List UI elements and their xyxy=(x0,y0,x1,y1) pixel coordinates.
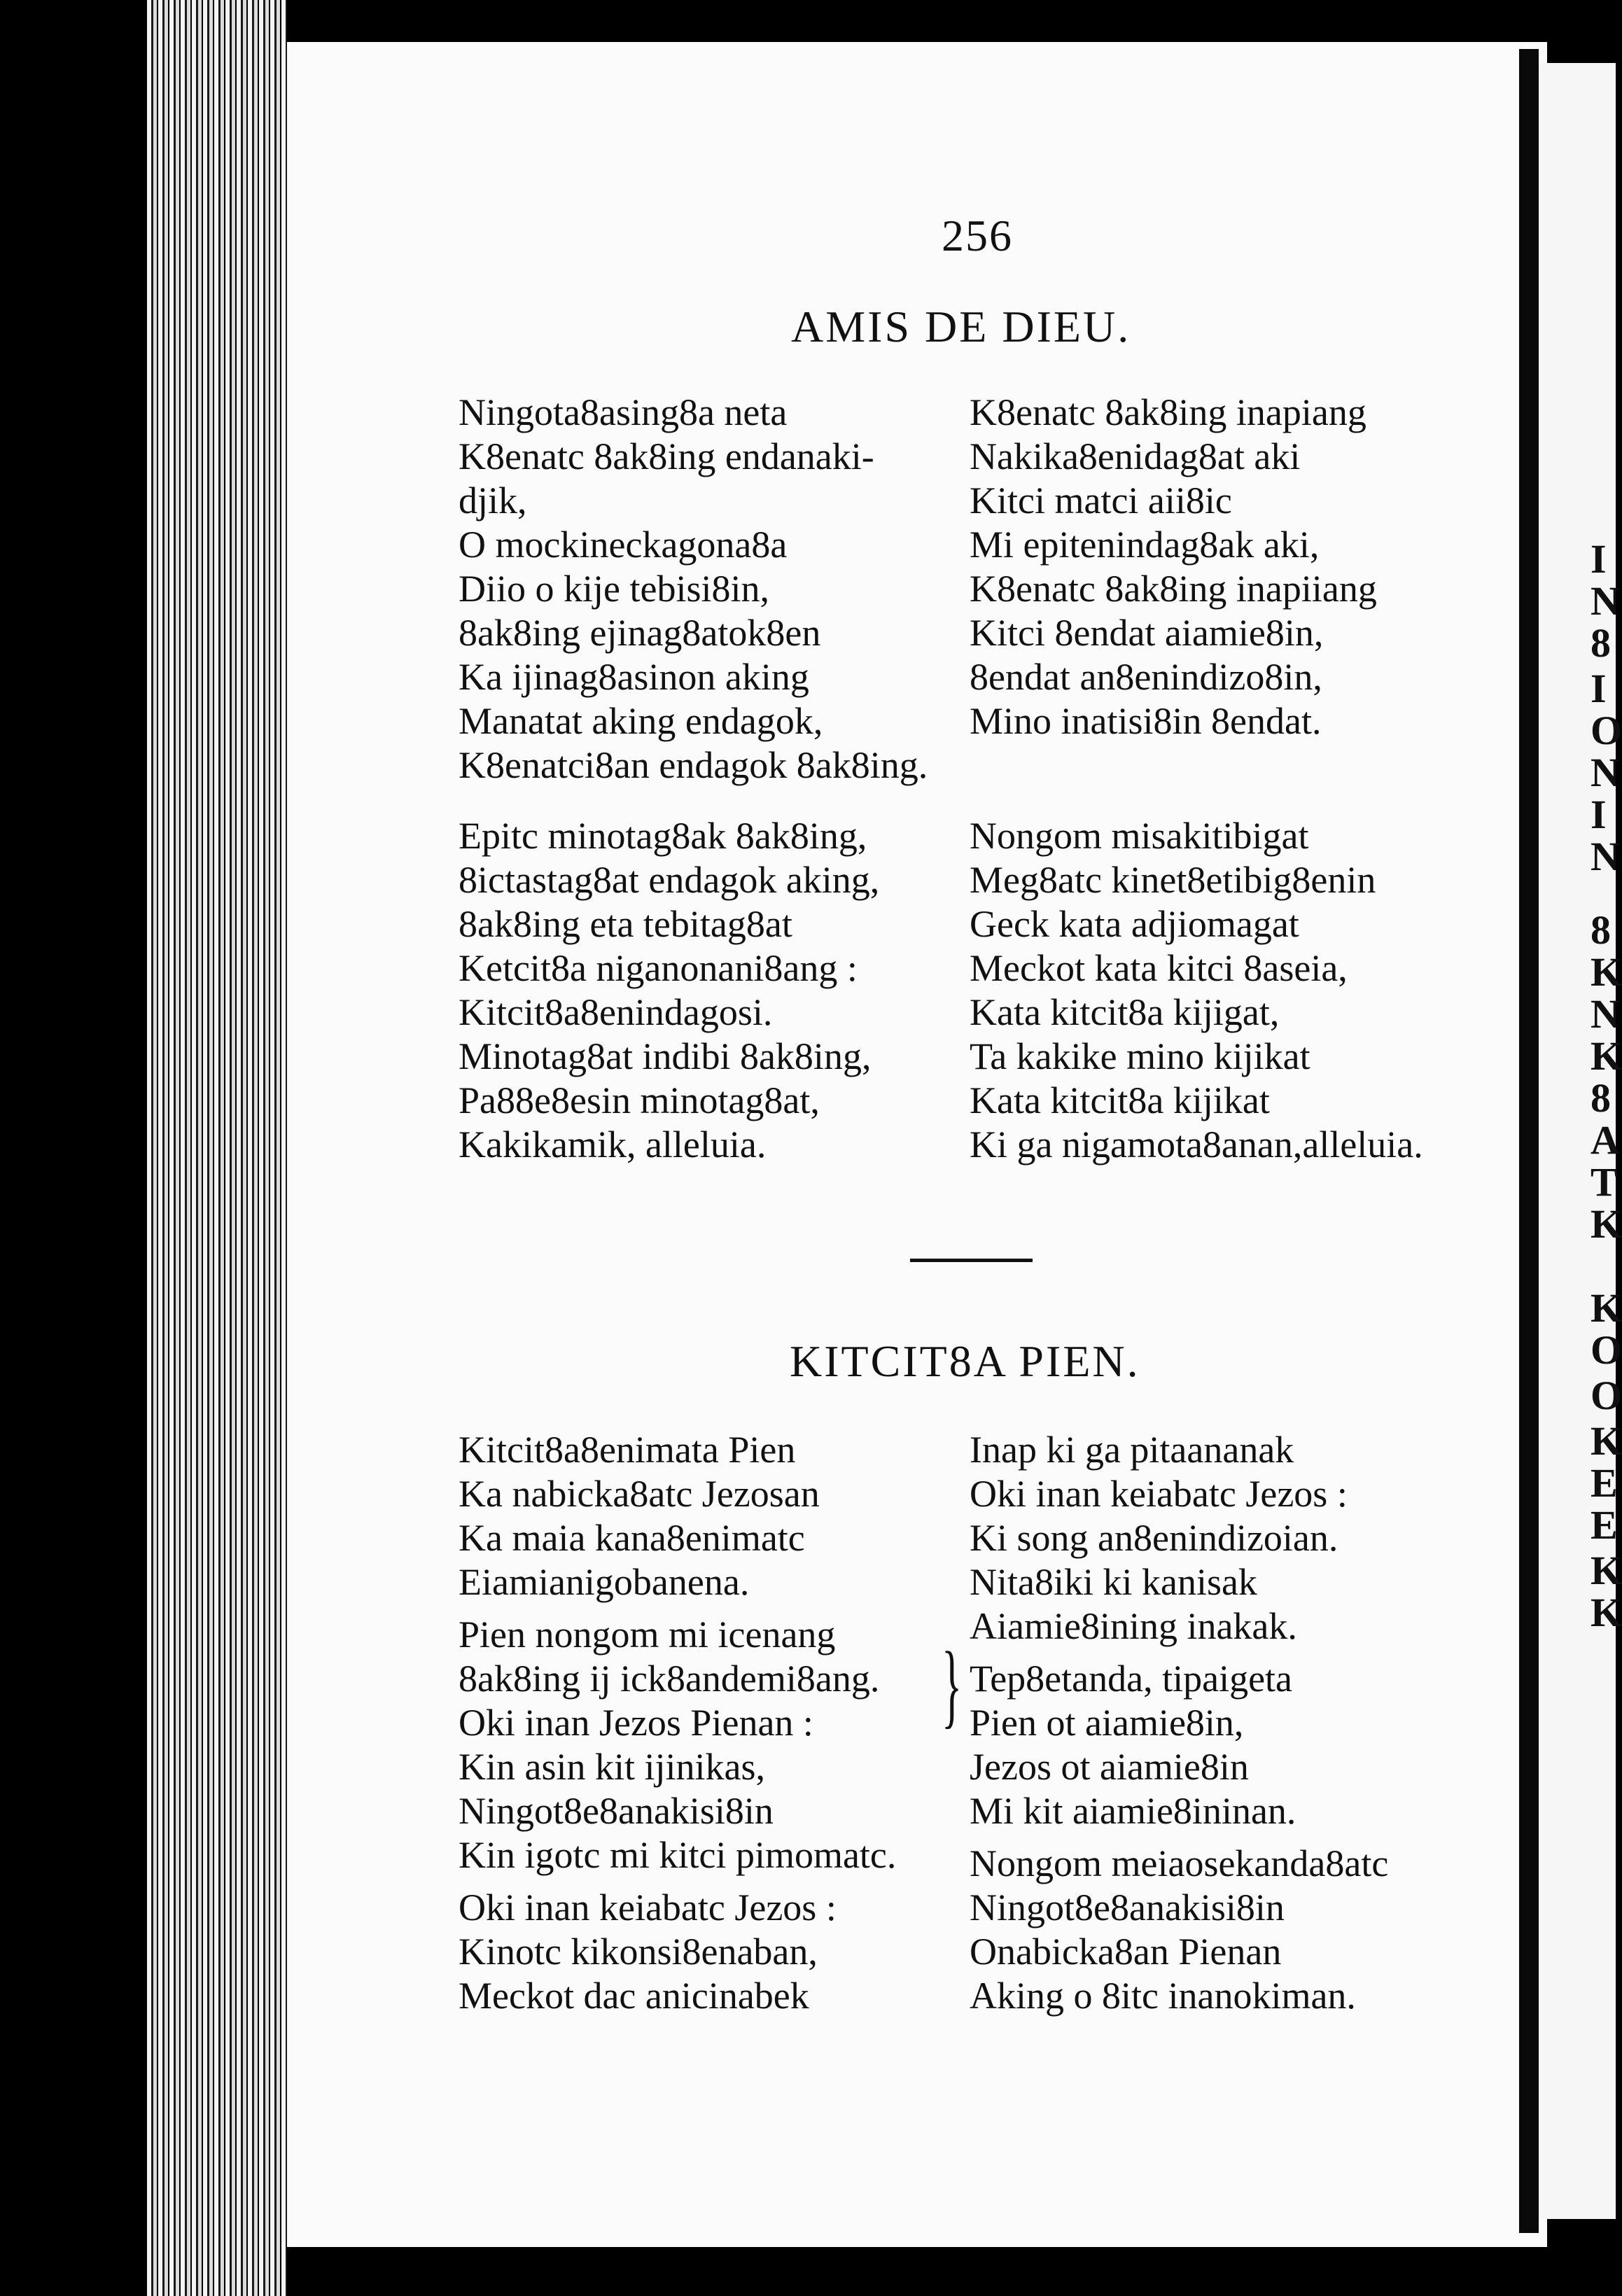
verse-line: 8ak8ing eta tebitag8at xyxy=(459,903,792,945)
stanza-2-left-column xyxy=(459,814,879,1167)
adjacent-page-letter: I xyxy=(1590,666,1607,711)
verse-line: Ketcit8a niganonani8ang : xyxy=(459,947,858,989)
stanza-gap xyxy=(459,1877,896,1886)
verse-line: O mockineckagona8a xyxy=(459,524,788,566)
stanza-gap xyxy=(970,1648,1388,1657)
verse-line: Jezos ot aiamie8in xyxy=(970,1746,1249,1788)
verse-line: K8enatci8an endagok 8ak8ing. xyxy=(459,744,928,786)
book-page-edges xyxy=(147,0,287,2296)
song-2-right-column xyxy=(970,1428,1388,2018)
adjacent-page-letter: O xyxy=(1590,1373,1622,1418)
verse-line: Oki inan Jezos Pienan : xyxy=(459,1702,813,1744)
verse-line: Kitcit8a8enimata Pien xyxy=(459,1429,796,1471)
verse-line: Aiamie8ining inakak. xyxy=(970,1605,1297,1647)
adjacent-page-letter: N xyxy=(1590,991,1620,1037)
adjacent-page-letter: I xyxy=(1590,536,1607,582)
verse-line: Kitci matci aii8ic xyxy=(970,479,1232,522)
verse-line: Nakika8enidag8at aki xyxy=(970,435,1301,477)
verse-line: Mi epitenindag8ak aki, xyxy=(970,524,1320,566)
stanza-1-right-column xyxy=(970,391,1377,743)
verse-line: Eiamianigobanena. xyxy=(459,1561,750,1603)
adjacent-page-letter: K xyxy=(1590,1285,1622,1331)
verse-line: Manatat aking endagok, xyxy=(459,700,823,742)
verse-line: Tep8etanda, tipaigeta xyxy=(970,1658,1293,1700)
section-divider-rule xyxy=(910,1259,1033,1262)
verse-line: Mi kit aiamie8ininan. xyxy=(970,1790,1296,1832)
verse-line: Onabicka8an Pienan xyxy=(970,1931,1282,1973)
stanza-gap xyxy=(970,1833,1388,1842)
song-2-left-column xyxy=(459,1428,896,2018)
adjacent-page-letter: K xyxy=(1590,1033,1622,1079)
verse-line: 8ak8ing ij ick8andemi8ang. xyxy=(459,1658,880,1700)
verse-line: djik, xyxy=(459,479,527,522)
adjacent-page-letter: K xyxy=(1590,1201,1622,1247)
verse-line: Oki inan keiabatc Jezos : xyxy=(459,1886,837,1928)
verse-line: K8enatc 8ak8ing inapiang xyxy=(970,391,1366,433)
adjacent-page-letter: E xyxy=(1590,1502,1618,1548)
verse-line: K8enatc 8ak8ing inapiiang xyxy=(970,568,1377,610)
verse-line: Ka maia kana8enimatc xyxy=(459,1517,805,1559)
verse-line: Ningota8asing8a neta xyxy=(459,391,788,433)
verse-line: Geck kata adjiomagat xyxy=(970,903,1299,945)
adjacent-page-letter: A xyxy=(1590,1117,1620,1163)
verse-line: Kin asin kit ijinikas, xyxy=(459,1746,765,1788)
verse-line: Meckot kata kitci 8aseia, xyxy=(970,947,1348,989)
verse-line: 8endat an8enindizo8in, xyxy=(970,656,1322,698)
stanza-2-right-column xyxy=(970,814,1423,1167)
stanza-1-left-column xyxy=(459,391,928,788)
adjacent-page-letter: 8 xyxy=(1590,907,1611,953)
book-gutter xyxy=(1519,49,1539,2233)
verse-line: Aking o 8itc inanokiman. xyxy=(970,1975,1356,2017)
verse-line: 8ak8ing ejinag8atok8en xyxy=(459,612,821,654)
verse-line: Kitci 8endat aiamie8in, xyxy=(970,612,1324,654)
verse-line: Kata kitcit8a kijigat, xyxy=(970,991,1280,1033)
verse-line: Pien nongom mi icenang xyxy=(459,1614,836,1656)
page-number: 256 xyxy=(942,211,1013,260)
verse-line: Ningot8e8anakisi8in xyxy=(459,1790,774,1832)
verse-line: Ningot8e8anakisi8in xyxy=(970,1886,1285,1928)
verse-line: Pien ot aiamie8in, xyxy=(970,1702,1244,1744)
verse-line: Nongom meiaosekanda8atc xyxy=(970,1842,1389,1884)
verse-line: Inap ki ga pitaananak xyxy=(970,1429,1294,1471)
adjacent-page-letter: I xyxy=(1590,792,1607,837)
verse-line: Kin igotc mi kitci pimomatc. xyxy=(459,1834,897,1876)
verse-line: Nongom misakitibigat xyxy=(970,815,1309,857)
adjacent-page-letter: N xyxy=(1590,750,1620,795)
verse-line: Mino inatisi8in 8endat. xyxy=(970,700,1322,742)
adjacent-page-letter: N xyxy=(1590,834,1620,879)
adjacent-page-letter: T xyxy=(1590,1159,1618,1205)
adjacent-page-letter: N xyxy=(1590,578,1620,624)
curly-brace-mark: } xyxy=(942,1633,963,1737)
verse-line: Ka nabicka8atc Jezosan xyxy=(459,1473,820,1515)
verse-line: Ta kakike mino kijikat xyxy=(970,1035,1310,1077)
verse-line: Oki inan keiabatc Jezos : xyxy=(970,1473,1348,1515)
verse-line: Ki ga nigamota8anan,alleluia. xyxy=(970,1124,1423,1166)
verse-line: Epitc minotag8ak 8ak8ing, xyxy=(459,815,867,857)
verse-line: K8enatc 8ak8ing endanaki- xyxy=(459,435,874,477)
verse-line: Kinotc kikonsi8enaban, xyxy=(459,1931,818,1973)
adjacent-page-letter: E xyxy=(1590,1460,1618,1506)
verse-line: Meckot dac anicinabek xyxy=(459,1975,809,2017)
verse-line: Kata kitcit8a kijikat xyxy=(970,1079,1270,1121)
verse-line: Ka ijinag8asinon aking xyxy=(459,656,809,698)
adjacent-page-letter: K xyxy=(1590,1590,1622,1635)
song-title-kitcit8a-pien: KITCIT8A PIEN. xyxy=(790,1336,1140,1386)
verse-line: Kitcit8a8enindagosi. xyxy=(459,991,773,1033)
adjacent-page-letter: K xyxy=(1590,949,1622,995)
stanza-gap xyxy=(459,1604,896,1613)
verse-line: Meg8atc kinet8etibig8enin xyxy=(970,859,1376,901)
adjacent-page-letter: 8 xyxy=(1590,1075,1611,1121)
verse-line: Minotag8at indibi 8ak8ing, xyxy=(459,1035,872,1077)
adjacent-page-letter: K xyxy=(1590,1418,1622,1464)
verse-line: Diio o kije tebisi8in, xyxy=(459,568,769,610)
song-title-amis-de-dieu: AMIS DE DIEU. xyxy=(791,302,1131,351)
verse-line: 8ictastag8at endagok aking, xyxy=(459,859,880,901)
adjacent-page-letter: O xyxy=(1590,708,1622,753)
adjacent-page-letter: O xyxy=(1590,1327,1622,1373)
adjacent-page-letter: K xyxy=(1590,1548,1622,1593)
verse-line: Ki song an8enindizoian. xyxy=(970,1517,1338,1559)
verse-line: Pa88e8esin minotag8at, xyxy=(459,1079,820,1121)
adjacent-page-letter: 8 xyxy=(1590,620,1611,666)
verse-line: Kakikamik, alleluia. xyxy=(459,1124,767,1166)
verse-line: Nita8iki ki kanisak xyxy=(970,1561,1257,1603)
